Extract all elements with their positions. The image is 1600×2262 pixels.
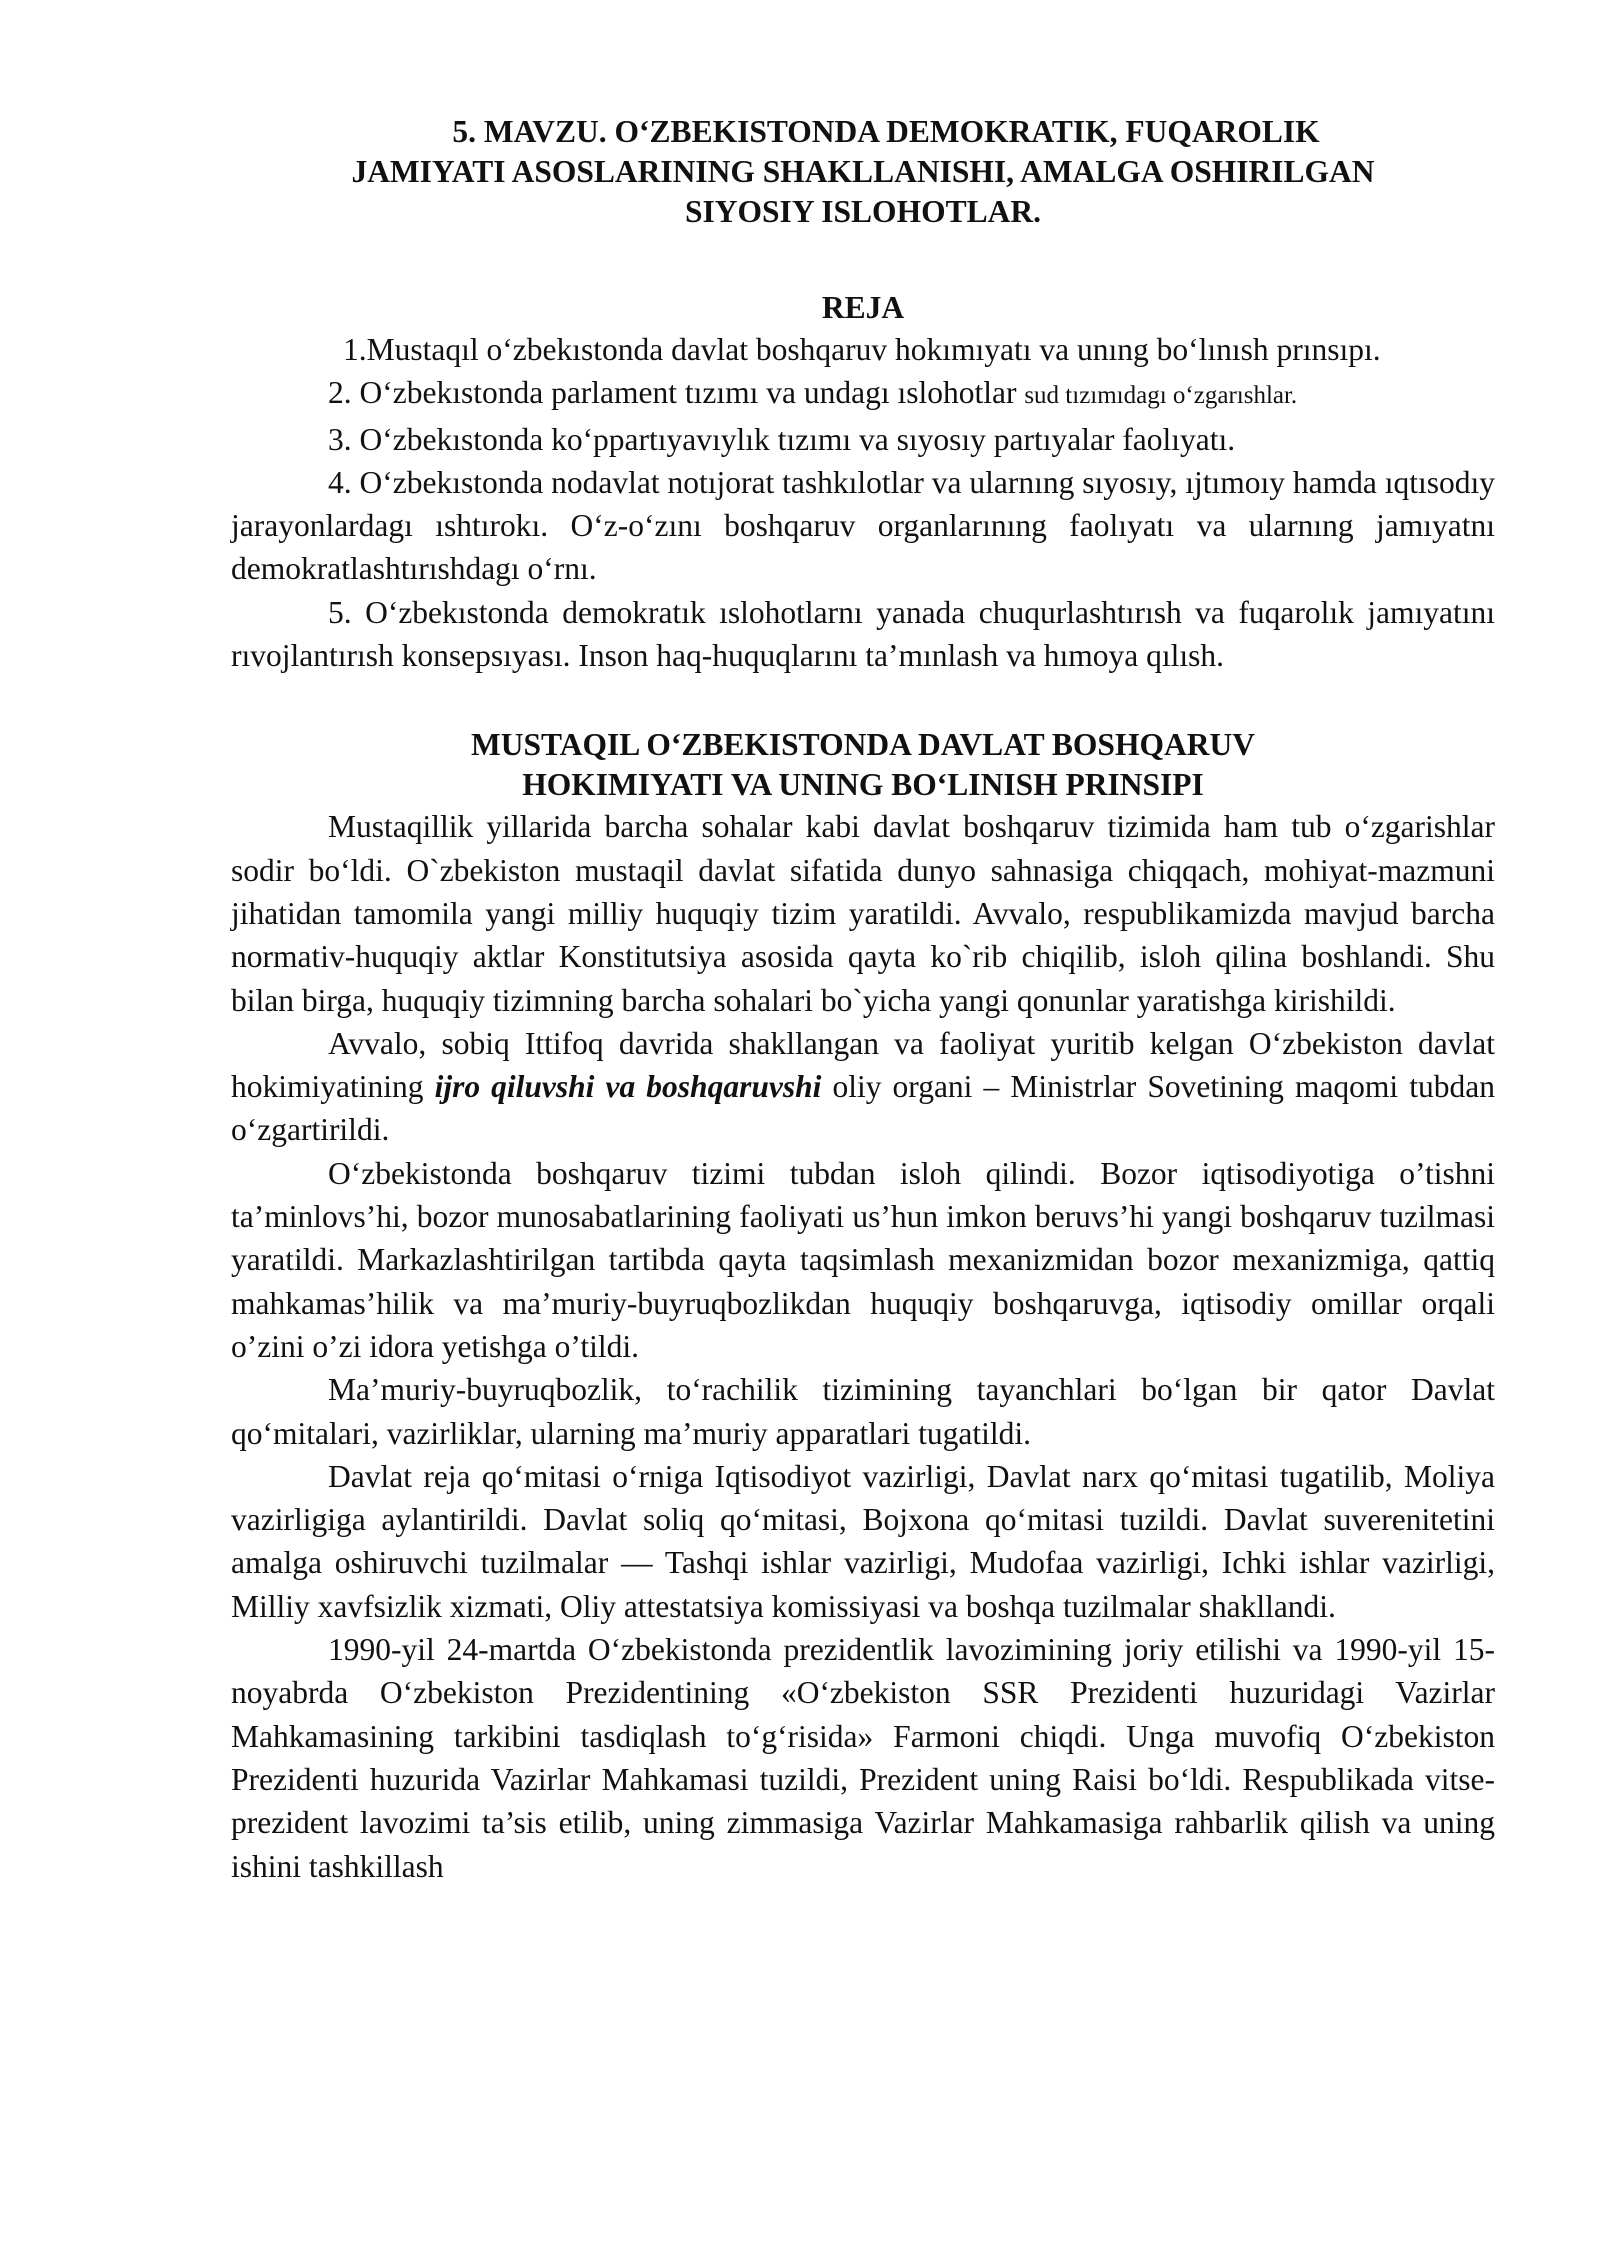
paragraph: Mustaqillik yillarida barcha sohalar kabi davlat boshqaruv tizimida ham tub o‘zgarishlar sodir bo‘ldi. O`zbekiston mustaqil davlat sifatida dunyo sahnasiga chiqqach, mohiyat-mazmuni jihatidan tamomila yangi milliy huquqiy tizim yaratildi. Avvalo, respublikamizda mavjud barcha normativ-huquqiy aktlar Konstitutsiya asosida qayta ko`rib chiqilib, isloh qilina boshlandi. Shu bilan birga, huquqiy tizimning barcha sohalari bo`yicha yangi qonunlar yaratishga kirishildi. <box>231 809 1495 1018</box>
section-title-line: HOKIMIYATI VA UNING BOʻLINISH PRINSIPI <box>522 767 1204 803</box>
paragraph <box>231 1022 1495 1152</box>
plan-list <box>231 328 1495 677</box>
paragraph: Davlat reja qo‘mitasi o‘rniga Iqtisodiyot vazirligi, Davlat narx qo‘mitasi tugatilib, Moliya vazirligiga aylantirildi. Davlat soliq qo‘mitasi, Bojxona qo‘mitasi tuzildi. Davlat suverenitetini amalga oshiruvchi tuzilmalar — Tashqi ishlar vazirligi, Mudofaa vazirligi, Ichki ishlar vazirligi, Milliy xavfsizlik xizmati, Oliy attestatsiya komissiyasi va boshqa tuzilmalar shakllandi. <box>231 1458 1495 1624</box>
document-page <box>231 112 1495 1888</box>
document-title <box>231 112 1495 232</box>
title-line: JAMIYATI ASOSLARINING SHAKLLANISHI, AMALGA OSHIRILGAN <box>351 154 1375 189</box>
plan-item <box>231 371 1495 417</box>
emphasis-text: ijro qiluvshi va boshqaruvshi <box>434 1069 822 1105</box>
paragraph-text: Avvalo, sobiq Ittifoq davrida shakllangan va faoliyat yuritib kelgan O‘zbekiston davlat hokimiyatining <box>231 1025 1495 1105</box>
plan-item-small-text: sud tızımıdagı o‘zgarıshlar. <box>1024 382 1298 410</box>
paragraph: 1990-yil 24-martda O‘zbekistonda prezidentlik lavozimining joriy etilishi va 1990-yil 15-noyabrda O‘zbekiston Prezidentining «O‘zbekiston SSR Prezidenti huzuridagi Vazirlar Mahkamasining tarkibini tasdiqlash to‘g‘risida» Farmoni chiqdi. Unga muvofiq O‘zbekiston Prezidenti huzurida Vazirlar Mahkamasi tuzildi, Prezident uning Raisi bo‘ldi. Respublikada vitse-prezident lavozimi ta’sis etilib, uning zimmasiga Vazirlar Mahkamasiga rahbarlik qilish va uning ishini tashkillash <box>231 1632 1495 1884</box>
plan-item: 3. O‘zbekıstonda ko‘ppartıyavıylık tızımı va sıyosıy partıyalar faolıyatı. <box>328 421 1236 457</box>
plan-item: 4. O‘zbekıstonda nodavlat notıjorat tashkılotlar va ularnıng sıyosıy, ıjtımoıy hamda ıqtısodıy jarayonlardagı ıshtırokı. O‘z-o‘zını boshqaruv organlarınıng faolıyatı va ularnıng jamıyatnı demokratlashtırıshdagı o‘rnı. <box>231 464 1495 587</box>
plan-item: 5. Oʻzbekıstonda demokratık ıslohotlarnı yanada chuqurlashtırısh va fuqarolık jamıyatını rıvojlantırısh konsepsıyası. Inson haq-huquqlarını ta’mınlash va hımoya qılısh. <box>231 594 1495 674</box>
plan-item-text: 2. O‘zbekıstonda parlament tızımı va undagı ıslohotlar <box>328 375 1025 411</box>
section-title-line: MUSTAQIL O‘ZBEKISTONDA DAVLAT BOSHQARUV <box>471 727 1255 763</box>
section-body <box>231 805 1495 1887</box>
title-line: SIYOSIY ISLOHOTLAR. <box>685 194 1041 229</box>
plan-heading: REJA <box>821 290 905 325</box>
section-title <box>231 725 1495 805</box>
title-line: 5. MAVZU. O‘ZBEKISTONDA DEMOKRATIK, FUQAROLIK <box>452 114 1320 149</box>
paragraph: Ma’muriy-buyruqbozlik, to‘rachilik tizimining tayanchlari bo‘lgan bir qator Davlat qo‘mitalari, vazirliklar, ularning ma’muriy apparatlari tugatildi. <box>231 1372 1495 1451</box>
plan-item: 1.Mustaqıl o‘zbekıstonda davlat boshqaruv hokımıyatı va unıng boʻlınısh prınsıpı. <box>343 332 1381 367</box>
paragraph-text: oliy organi – Ministrlar Sovetining maqomi tubdan o‘zgartirildi. <box>231 1069 1495 1148</box>
paragraph: O‘zbekistonda boshqaruv tizimi tubdan isloh qilindi. Bozor iqtisodiyotiga o’tishni ta’minlovs’hi, bozor munosabatlarining faoliyati us’hun imkon beruvs’hi yangi boshqaruv tuzilmasi yaratildi. Markazlashtirilgan tartibda qayta taqsimlash mexanizmidan bozor mexanizmiga, qattiq mahkamas’hilik va ma’muriy-buyruqbozlikdan huquqiy boshqaruvga, iqtisodiy omillar orqali o’zini o’zi idora yetishga o’tildi. <box>231 1155 1495 1364</box>
